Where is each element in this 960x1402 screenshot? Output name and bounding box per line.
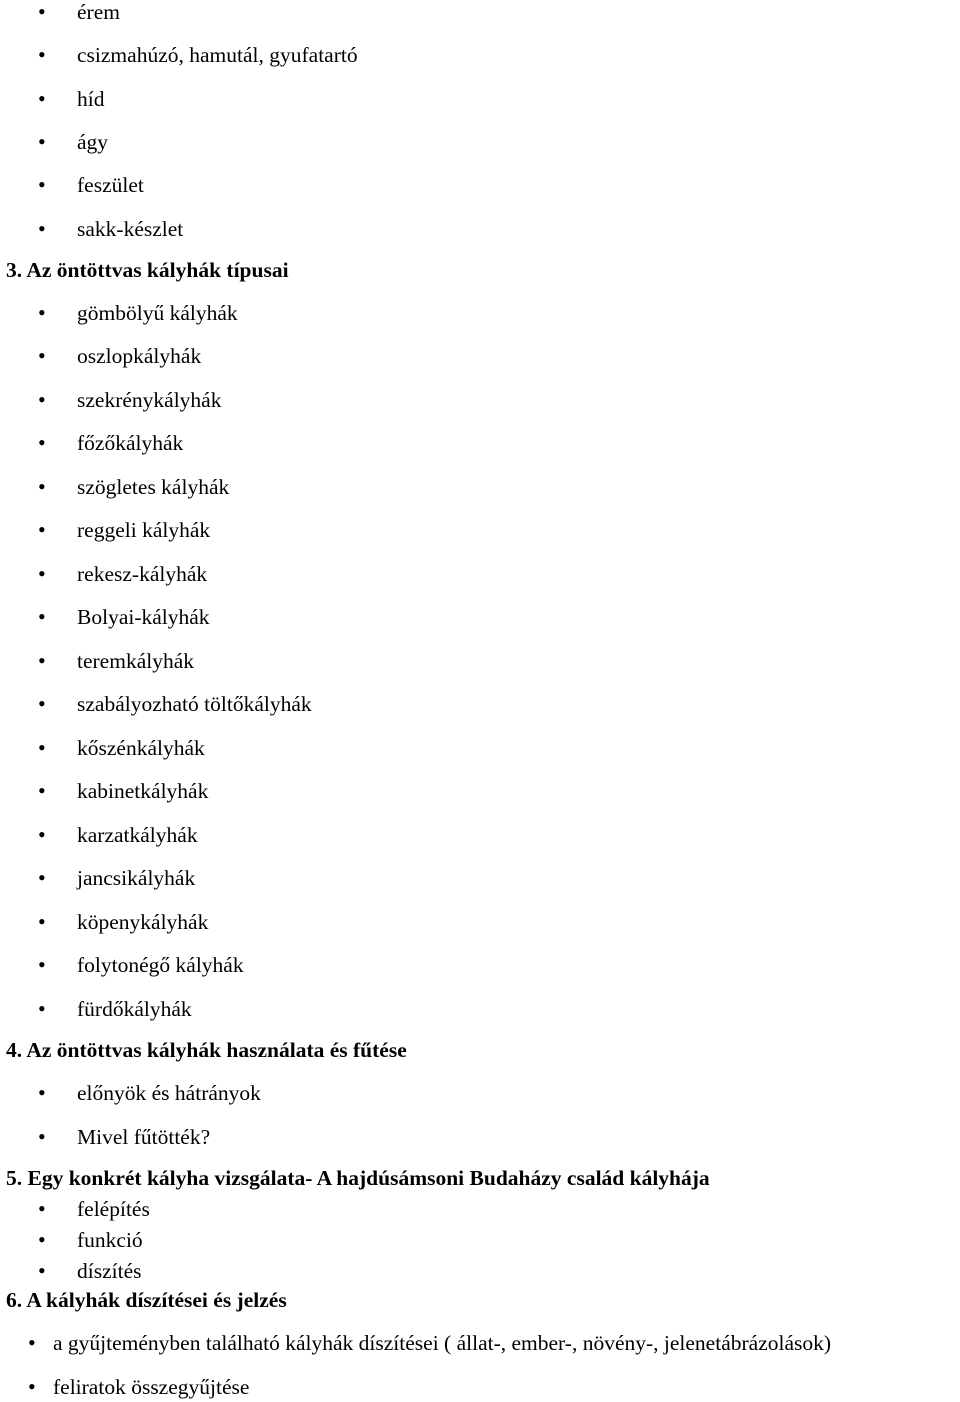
list-item-text: reggeli kályhák [77,518,211,542]
list-item-text: funkció [77,1228,143,1252]
bullet: • [38,1258,46,1283]
list-item-text: szabályozható töltőkályhák [77,692,312,716]
list-item-text: fürdőkályhák [77,997,192,1021]
bullet: • [38,387,46,412]
bullet: • [28,1330,36,1355]
bullet: • [38,865,46,890]
list-item-text: főzőkályhák [77,431,184,455]
bullet: • [38,561,46,586]
bullet: • [38,430,46,455]
bullet: • [38,129,46,154]
list-item-text: sakk-készlet [77,217,184,241]
bullet: • [38,909,46,934]
list-item-text: szekrénykályhák [77,388,222,412]
bullet: • [38,735,46,760]
section-4-heading: 4. Az öntöttvas kályhák használata és fűtése [6,1038,407,1062]
list-item-text: előnyök és hátrányok [77,1081,261,1105]
list-item-text: Bolyai-kályhák [77,605,210,629]
bullet: • [38,1227,46,1252]
list-item-text: karzatkályhák [77,823,198,847]
list-item-text: szögletes kályhák [77,475,230,499]
list-item-text: köpenykályhák [77,910,209,934]
bullet: • [38,42,46,67]
section-5-heading: 5. Egy konkrét kályha vizsgálata- A hajdúsámsoni Budaházy család kályhája [6,1166,710,1190]
bullet: • [38,300,46,325]
bullet: • [38,517,46,542]
bullet: • [38,1124,46,1149]
list-item-text: feliratok összegyűjtése [53,1375,250,1399]
bullet: • [28,1374,36,1399]
bullet: • [38,778,46,803]
list-item-text: rekesz-kályhák [77,562,208,586]
bullet: • [38,0,46,24]
section-6-heading: 6. A kályhák díszítései és jelzés [6,1288,287,1312]
list-item-text: folytonégő kályhák [77,953,244,977]
section-3-heading: 3. Az öntöttvas kályhák típusai [6,258,289,282]
list-item-text: híd [77,87,105,111]
list-item-text: érem [77,0,120,24]
list-item-text: gömbölyű kályhák [77,301,238,325]
bullet: • [38,822,46,847]
bullet: • [38,1196,46,1221]
bullet: • [38,172,46,197]
list-item-text: kőszénkályhák [77,736,205,760]
list-item-text: kabinetkályhák [77,779,209,803]
list-item-text: ágy [77,130,109,154]
bullet: • [38,604,46,629]
bullet: • [38,216,46,241]
bullet: • [38,474,46,499]
list-item-text: csizmahúzó, hamutál, gyufatartó [77,43,358,67]
list-item-text: jancsikályhák [77,866,196,890]
bullet: • [38,86,46,111]
bullet: • [38,648,46,673]
bullet: • [38,996,46,1021]
list-item-text: felépítés [77,1197,150,1221]
list-item-text: teremkályhák [77,649,195,673]
bullet: • [38,952,46,977]
list-item-text: díszítés [77,1259,142,1283]
list-item-text: Mivel fűtötték? [77,1125,211,1149]
bullet: • [38,1080,46,1105]
bullet: • [38,343,46,368]
list-item-text: feszület [77,173,144,197]
bullet: • [38,691,46,716]
list-item-text: a gyűjteményben található kályhák díszítései ( állat-, ember-, növény-, jelenetábrázolások) [53,1331,832,1355]
list-item-text: oszlopkályhák [77,344,202,368]
